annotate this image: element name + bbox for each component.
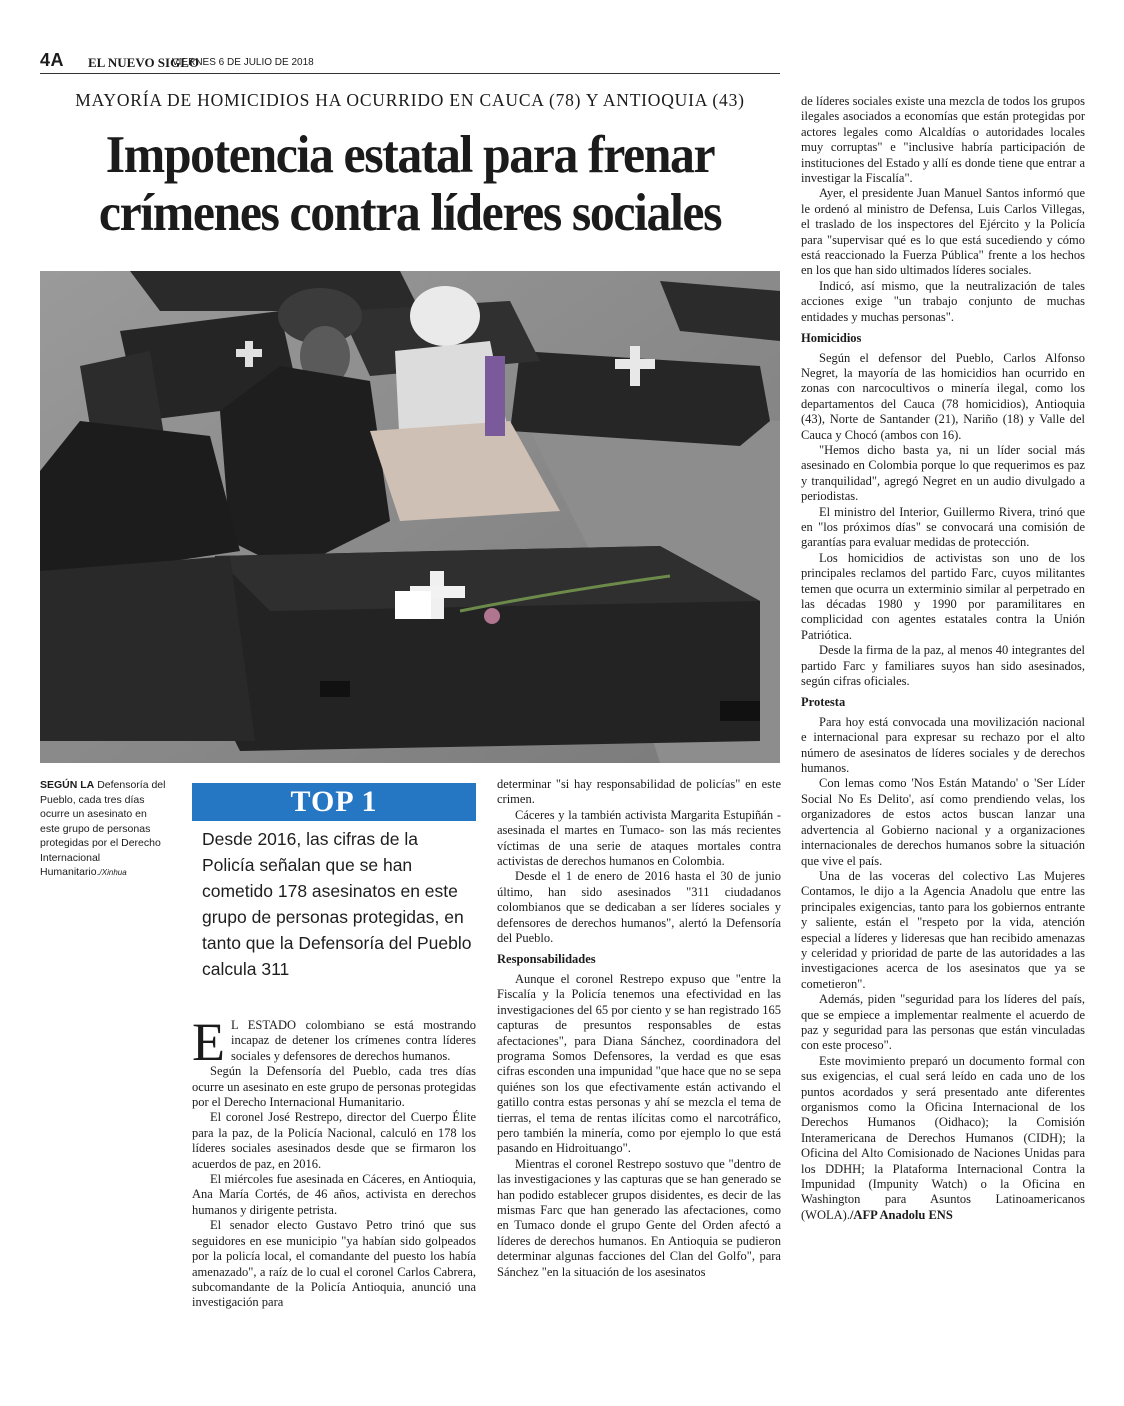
paragraph-text: Desde la firma de la paz, al menos 40 integrantes del partido Farc y familiares suyos han sido asesinados, según cifras oficiales. xyxy=(801,643,1085,689)
caption-lead: SEGÚN LA xyxy=(40,779,95,791)
paragraph-text: Para hoy está convocada una movilización nacional e internacional para expresar su rechazo por el alto número de asesinatos de líderes sociales y de derechos humanos. xyxy=(801,714,1085,776)
paragraph-text: Una de las voceras del colectivo Las Mujeres Contamos, le dijo a la Agencia Anadolu que entre las principales exigencias, tanto para los gobiernos entrante y saliente, están el "respeto por la vida, atención especial a líderes y lideresas que han recibido amenazas y celeridad y prioridad de parte de las autoridades a las investigaciones acerca de los asesinatos que ya se cometieron". xyxy=(801,868,1085,991)
article-paragraph xyxy=(801,94,1085,186)
paragraph-text: Mientras el coronel Restrepo sostuvo que "dentro de las investigaciones y las capturas que se han generado se han podido establecer grupos disidentes, es decir de las mismas Farc que han generado las afectaciones, como en Tumaco donde el grupo Gente del Orden afectó a líderes de derechos humanos. En Antioquia se pudieron determinar algunas facciones del Clan del Golfo", para Sánchez "en la situación de los asesinatos xyxy=(497,1156,781,1279)
article-paragraph xyxy=(801,869,1085,992)
paragraph-text: Indicó, así mismo, que la neutralización de tales acciones exige "un trabajo conjunto de muchas entidades y muchas personas". xyxy=(801,278,1085,324)
article-paragraph xyxy=(497,869,781,946)
caption-text: Defensoría del Pueblo, cada tres días ocurre un asesinato en este grupo de personas protegidas por el Derecho Internacional Humanitario. xyxy=(40,779,166,878)
article-paragraph xyxy=(497,808,781,870)
article-paragraph xyxy=(801,279,1085,325)
article-paragraph xyxy=(801,776,1085,868)
headline-line-2: crímenes contra líderes sociales xyxy=(98,184,722,242)
paragraph-text: L ESTADO colombiano se está mostrando incapaz de detener los crímenes contra líderes sociales y defensores de derechos humanos. xyxy=(231,1018,476,1063)
article-paragraph xyxy=(192,1012,476,1072)
article-paragraph xyxy=(801,643,1085,689)
paragraph-text: Con lemas como 'Nos Están Matando' o 'Ser Líder Social No Es Delito', así como prendiendo velas, los organizadores de estos actos buscan lanzar una advertencia al Gobierno nacional y a organizaciones internacionales de derechos humanos sobre la situación que vive el país. xyxy=(801,776,1085,868)
article-column-3 xyxy=(801,94,1085,1223)
paragraph-text: Según el defensor del Pueblo, Carlos Alfonso Negret, la mayoría de las homicidios han ocurrido en zonas con narcocultivos o minería ilegal, como los departamentos del Cauca (78 homicidios), Antioquia (43), Norte de Santander (21), Nariño (18) y Valle del Cauca y Chocó (ambos con 16). xyxy=(801,350,1085,442)
article-paragraph xyxy=(801,551,1085,643)
article-paragraph xyxy=(497,972,781,1157)
issue-date: VIERNES 6 DE JULIO DE 2018 xyxy=(172,57,314,68)
article-paragraph xyxy=(801,715,1085,777)
section-heading: Responsabilidades xyxy=(497,952,596,967)
section-heading: Protesta xyxy=(801,695,846,710)
article-paragraph xyxy=(801,992,1085,1054)
photo-credit: /Xinhua xyxy=(99,868,127,877)
header-rule xyxy=(40,73,780,74)
article-paragraph xyxy=(801,443,1085,505)
paragraph-text: El miércoles fue asesinada en Cáceres, en Antioquia, Ana María Cortés, de 46 años, activista en derechos humanos y dirigente petrista. xyxy=(192,1172,476,1217)
paragraph-text: El ministro del Interior, Guillermo Rivera, trinó que en "los próximos días" se convocará una comisión de garantías para evaluar medidas de protección. xyxy=(801,504,1085,550)
paragraph-text: Aunque el coronel Restrepo expuso que "entre la Fiscalía y la Policía tenemos una efectividad en las investigaciones del 65 por ciento y se han registrado 165 capturas de presuntos responsables de estas afectaciones", para Diana Sánchez, coordinadora del programa Somos Defensores, la verdad es que esas cifras esconden una impunidad "que hace que no se sepa quiénes son los que efectivamente están activando el gatillo contra estas personas y ahí se mezcla el tema de tierras, el tema de rentas ilícitas como el narcotráfico, pero también la minería, como por ejemplo lo que está pasando en Hidroituango". xyxy=(497,971,781,1156)
paragraph-text: de líderes sociales existe una mezcla de todos los grupos ilegales asociados a economías que están protegidas por actores legales como Alcaldías o autoridades locales muy corruptas" e "inclusive habría participación de instituciones del Estado y allí es donde tiene que entrar a investigar la Fiscalía". xyxy=(801,94,1085,186)
article-paragraph xyxy=(801,505,1085,551)
headline-line-1: Impotencia estatal para frenar xyxy=(105,126,715,184)
article-paragraph xyxy=(801,351,1085,443)
article-paragraph xyxy=(192,1110,476,1172)
paragraph-text: Cáceres y la también activista Margarita Estupiñán -asesinada el martes en Tumaco- son las más recientes víctimas de una serie de ataques mortales contra activistas de derechos humanos en Colombia. xyxy=(497,807,781,869)
article-column-1 xyxy=(192,1012,476,1311)
newspaper-name: EL NUEVO SIGLO xyxy=(88,55,199,70)
paragraph-text: El coronel José Restrepo, director del Cuerpo Élite para la paz, de la Policía Nacional, calculó en 178 los líderes sociales asesinados desde que se firmaron los acuerdos de paz, en 2016. xyxy=(192,1110,476,1171)
kicker: MAYORÍA DE HOMICIDIOS HA OCURRIDO EN CAUCA (78) Y ANTIOQUIA (43) xyxy=(75,90,745,110)
headline xyxy=(62,126,758,242)
paragraph-text: Desde el 1 de enero de 2016 hasta el 30 de junio último, han sido asesinados "311 ciudadanos colombianos que se dedicaban a ser líderes sociales y defensores de derechos humanos", alertó la Defensoría del Pueblo. xyxy=(497,869,781,946)
article-column-2 xyxy=(497,777,781,1280)
drop-cap: E xyxy=(192,1012,225,1072)
article-paragraph xyxy=(497,1157,781,1280)
paragraph-text: Ayer, el presidente Juan Manuel Santos informó que le ordenó al ministro de Defensa, Luis Carlos Villegas, el traslado de los inspectores del Ejército y la Policía para "supervisar qué es lo que está sucediendo y cómo está reaccionado la Fuerza Pública" frente a los hechos en los que han sido ultimados líderes sociales. xyxy=(801,186,1085,278)
top-box-text: Desde 2016, las cifras de la Policía señalan que se han cometido 178 asesinatos en este grupo de personas protegidas, en tanto que la Defensoría del Pueblo calcula 311 xyxy=(202,829,472,979)
agency-signature: /AFP Anadolu ENS xyxy=(849,1207,953,1222)
article-paragraph xyxy=(192,1172,476,1218)
article-paragraph xyxy=(801,186,1085,278)
paragraph-text: Además, piden "seguridad para los líderes del país, que se empiece a implementar realmente el acuerdo de paz y seguridad para las personas que están vinculadas con este proceso". xyxy=(801,992,1085,1053)
photo-caption xyxy=(40,778,168,881)
page-number: 4A xyxy=(40,50,65,70)
paragraph-text: "Hemos dicho basta ya, ni un líder social más asesinado en Colombia porque lo que requerimos es paz y tranquilidad", agregó Negret en un audio divulgado a periodistas. xyxy=(801,442,1085,504)
paragraph-text: Los homicidios de activistas son uno de los principales reclamos del partido Farc, cuyos militantes temen que ocurra un exterminio similar al perpetrado en las décadas 1980 y 1990 por paramilitares en complicidad con agentes estatales contra la Unión Patriótica. xyxy=(801,550,1085,642)
paragraph-text: El senador electo Gustavo Petro trinó que sus seguidores en ese municipio "ya habían sido golpeados por la policía local, el comandante del puesto los había amenazado", a raíz de lo cual el coronel Carlos Cabrera, subcomandante de la Policía Antioquia, anunció una investigación para xyxy=(192,1218,476,1310)
section-heading: Homicidios xyxy=(801,331,862,346)
article-paragraph xyxy=(192,1218,476,1310)
top-box-title: TOP 1 xyxy=(192,783,476,821)
article-paragraph xyxy=(801,1054,1085,1223)
article-paragraph xyxy=(497,777,781,808)
paragraph-text: Según la Defensoría del Pueblo, cada tres días ocurre un asesinato en este grupo de personas protegidas por el Derecho Internacional Humanitario. xyxy=(192,1064,476,1110)
news-photo xyxy=(40,271,780,763)
paragraph-text: determinar "si hay responsabilidad de policías" en este crimen. xyxy=(497,777,781,807)
article-paragraph xyxy=(192,1064,476,1110)
paragraph-text: Este movimiento preparó un documento formal con sus exigencias, el cual será leído en cada uno de los puntos acordados y será presentado ante diferentes organismos como la Oficina Internacional de los Derechos Humanos (Oidhaco); la Comisión Interamericana de Derechos Humanos (CIDH); la Oficina del Alto Comisionado de Naciones Unidas para los DDHH; la Plataforma Internacional Contra la Impunidad (Impunity Watch) o la Oficina en Washington para Asuntos Latinoamericanos (WOLA). xyxy=(801,1053,1085,1222)
